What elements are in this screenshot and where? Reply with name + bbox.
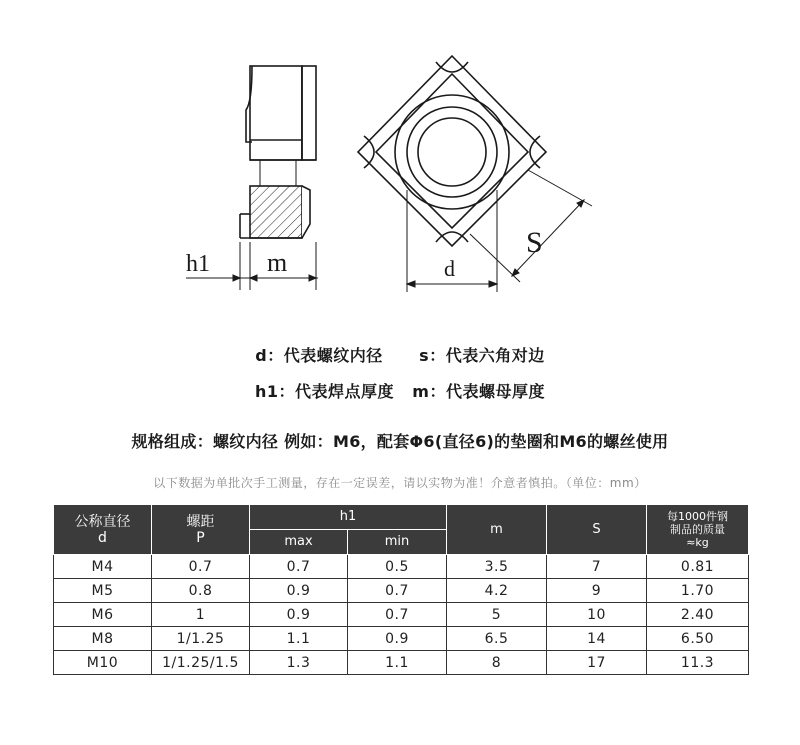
- front-view: [358, 56, 546, 246]
- legend-h1-text: 代表焊点厚度: [295, 382, 395, 401]
- table-cell: 6.5: [447, 627, 547, 651]
- measurement-note: 以下数据为单批次手工测量，存在一定误差，请以实物为准！介意者慎拍。（单位：mm）: [153, 476, 647, 490]
- table-cell: 0.5: [348, 555, 447, 579]
- d-dim-label: d: [444, 256, 455, 281]
- m-dim-label: m: [267, 248, 288, 277]
- table-cell: 1.1: [348, 651, 447, 675]
- legend-s-key: s：: [419, 346, 446, 365]
- header-h1-min: min: [348, 530, 447, 555]
- header-h1-max: max: [250, 530, 348, 555]
- table-cell: 5: [447, 603, 547, 627]
- table-cell: 9: [547, 579, 647, 603]
- table-cell: 14: [547, 627, 647, 651]
- table-cell: 3.5: [447, 555, 547, 579]
- s-dim-label: S: [526, 226, 543, 259]
- table-row: [54, 627, 749, 651]
- table-cell: 8: [447, 651, 547, 675]
- table-cell: 6.50: [647, 627, 749, 651]
- header-s: S: [547, 505, 647, 555]
- table-cell: 0.7: [348, 579, 447, 603]
- spec-description: 规格组成：螺纹内径 例如：M6，配套Φ6(直径6)的垫圈和M6的螺丝使用: [131, 432, 669, 451]
- legend-d-key: d：: [255, 346, 284, 365]
- table-row: [54, 651, 749, 675]
- legend-line-1: [0, 343, 800, 366]
- table-cell: 11.3: [647, 651, 749, 675]
- table-cell: 0.8: [152, 579, 250, 603]
- table-cell: 0.81: [647, 555, 749, 579]
- table-cell: 4.2: [447, 579, 547, 603]
- table-row: [54, 603, 749, 627]
- table-cell: 1/1.25: [152, 627, 250, 651]
- table-cell: M5: [54, 579, 152, 603]
- table-row: [54, 579, 749, 603]
- side-view: [240, 66, 316, 238]
- legend-m-text: 代表螺母厚度: [445, 382, 545, 401]
- table-cell: 10: [547, 603, 647, 627]
- table-cell: 1: [152, 603, 250, 627]
- legend-s-text: 代表六角对边: [445, 346, 545, 365]
- table-cell: 0.7: [152, 555, 250, 579]
- h1-dim-label: h1: [186, 251, 210, 277]
- table-cell: 0.9: [348, 627, 447, 651]
- table-cell: M6: [54, 603, 152, 627]
- technical-drawing: [0, 0, 800, 320]
- table-row: [54, 555, 749, 579]
- spec-table: [53, 504, 749, 675]
- table-cell: M10: [54, 651, 152, 675]
- header-h1: h1: [250, 505, 447, 530]
- header-m: m: [447, 505, 547, 555]
- legend-m-key: m：: [412, 382, 446, 401]
- table-cell: 2.40: [647, 603, 749, 627]
- table-cell: M8: [54, 627, 152, 651]
- header-weight: 每1000件钢 制品的质量 ≈kg: [647, 505, 749, 555]
- table-cell: 0.9: [250, 579, 348, 603]
- table-cell: M4: [54, 555, 152, 579]
- table-cell: 1.1: [250, 627, 348, 651]
- table-cell: 1.70: [647, 579, 749, 603]
- legend-d-text: 代表螺纹内径: [283, 346, 383, 365]
- table-cell: 0.9: [250, 603, 348, 627]
- front-dimensions: [407, 170, 592, 292]
- table-cell: 0.7: [348, 603, 447, 627]
- table-cell: 1.3: [250, 651, 348, 675]
- header-d: 公称直径 d: [54, 505, 152, 555]
- header-p: 螺距 P: [152, 505, 250, 555]
- table-cell: 7: [547, 555, 647, 579]
- table-cell: 0.7: [250, 555, 348, 579]
- legend-line-2: [0, 379, 800, 402]
- table-cell: 17: [547, 651, 647, 675]
- table-cell: 1/1.25/1.5: [152, 651, 250, 675]
- legend-h1-key: h1：: [255, 382, 296, 401]
